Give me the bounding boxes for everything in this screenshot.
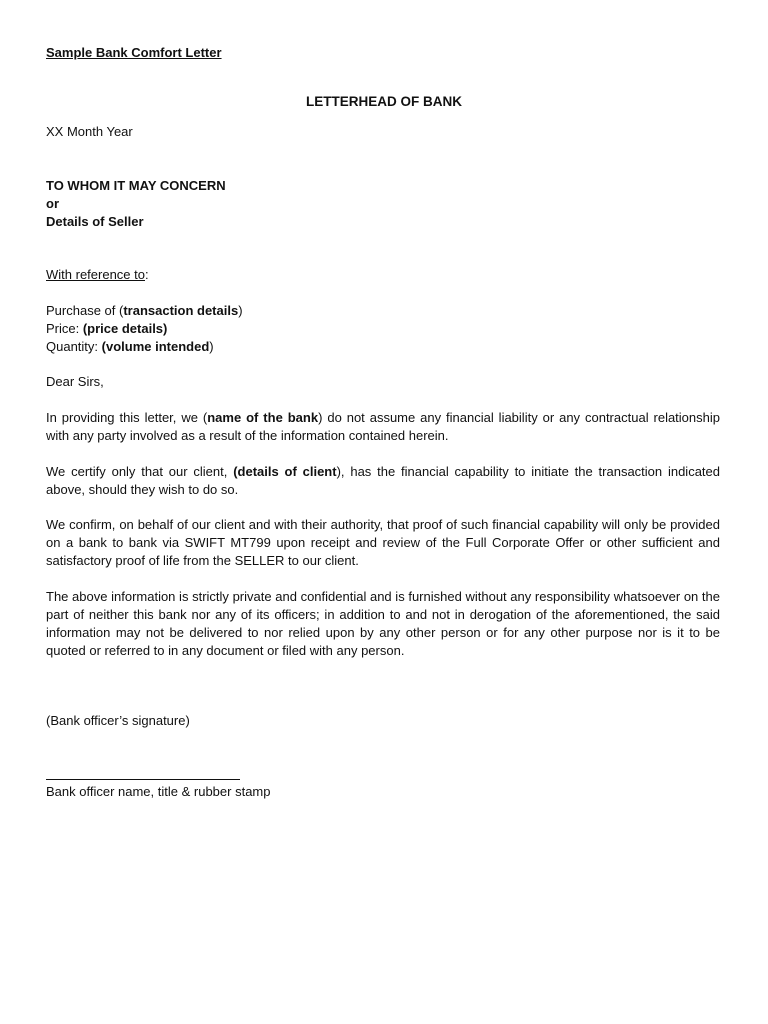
reference-price xyxy=(46,320,167,338)
document-title: Sample Bank Comfort Letter xyxy=(46,45,222,60)
paragraph-certify xyxy=(46,463,720,499)
p2-text-a: We certify only that our client, xyxy=(46,464,234,479)
quantity-suffix: ) xyxy=(209,339,214,354)
quantity-value: (volume intended xyxy=(101,339,210,354)
salutation: Dear Sirs, xyxy=(46,374,104,389)
quantity-prefix: Quantity: xyxy=(46,339,102,354)
letterhead-heading: LETTERHEAD OF BANK xyxy=(306,94,462,109)
p1-text-b: ) do not assume any financial liability or any contractual relationship with any party involved as a result of the information contained herein. xyxy=(46,410,720,443)
price-value: (price details) xyxy=(82,321,168,336)
p2-client-details: (details of client xyxy=(233,464,337,479)
paragraph-liability xyxy=(46,409,720,445)
paragraph-confirm: We confirm, on behalf of our client and with their authority, that proof of such financial capability will only be provided on a bank to bank via SWIFT MT799 upon receipt and review of the Full Corporate Offer or other sufficient and satisfactory proof of life from the SELLER to our client. xyxy=(46,517,720,568)
signature-caption: Bank officer name, title & rubber stamp xyxy=(46,784,271,799)
reference-purchase xyxy=(46,302,243,320)
letter-date: XX Month Year xyxy=(46,124,133,139)
addressee-line-2: or xyxy=(46,196,59,211)
purchase-suffix: ) xyxy=(238,303,243,318)
reference-label: With reference to xyxy=(46,267,145,282)
purchase-value: transaction details xyxy=(123,303,239,318)
p1-text-a: In providing this letter, we ( xyxy=(46,410,208,425)
paragraph-confidential: The above information is strictly private and confidential and is furnished without any responsibility whatsoever on the part of neither this bank nor any of its officers; in addition to and not in derogation of the aforementioned, the said information may not be delivered to nor relied upon by any other person or for any other purpose nor is it to be quoted or referred to in any document or filed with any person. xyxy=(46,589,720,658)
p2-text-b: ), has the financial capability to initiate the transaction indicated above, should they wish to do so. xyxy=(46,464,720,497)
reference-colon: : xyxy=(145,267,149,282)
addressee-line-3: Details of Seller xyxy=(46,214,144,229)
reference-quantity xyxy=(46,338,214,356)
price-prefix: Price: xyxy=(46,321,83,336)
p1-bank-name: name of the bank xyxy=(207,410,319,425)
signature-line xyxy=(46,779,240,780)
purchase-prefix: Purchase of ( xyxy=(46,303,124,318)
addressee-line-1: TO WHOM IT MAY CONCERN xyxy=(46,178,226,193)
reference-heading xyxy=(46,266,149,284)
signature-label: (Bank officer’s signature) xyxy=(46,713,190,728)
